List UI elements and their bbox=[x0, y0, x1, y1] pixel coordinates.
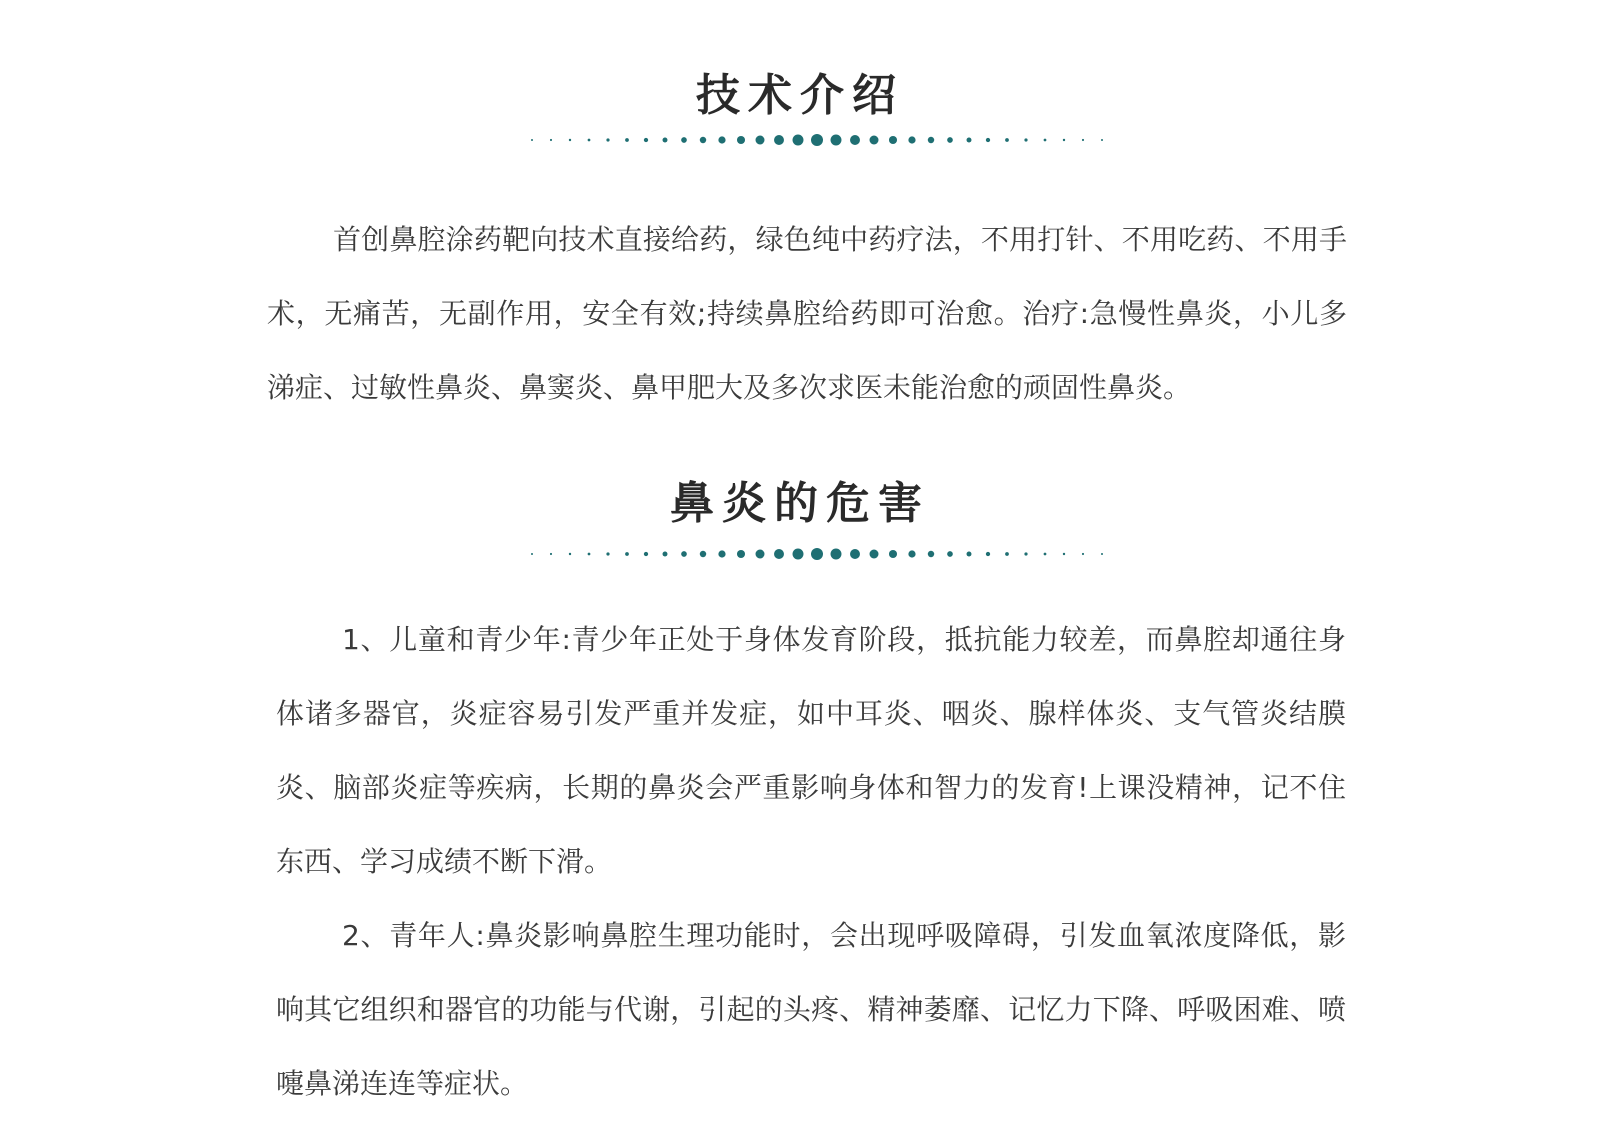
divider-dot bbox=[1044, 553, 1047, 556]
divider-dot bbox=[889, 136, 897, 144]
divider-dot bbox=[1005, 138, 1009, 142]
divider-dot bbox=[644, 552, 648, 556]
divider-dot bbox=[663, 552, 668, 557]
divider-dot bbox=[850, 549, 860, 559]
divider-dot bbox=[986, 552, 990, 556]
divider-dot bbox=[1101, 139, 1103, 141]
divider-dot bbox=[928, 551, 934, 557]
section-title-harms: 鼻炎的危害 bbox=[670, 478, 930, 529]
harm-item-youth: 2、青年人:鼻炎影响鼻腔生理功能时，会出现呼吸障碍，引发血氧浓度降低，影响其它组织和器官的功能与代谢，引起的头疼、精神萎靡、记忆力下降、呼吸困难、喷嚏鼻涕连连等症状。 bbox=[276, 919, 1346, 1100]
intro-paragraph: 首创鼻腔涂药靶向技术直接给药，绿色纯中药疗法，不用打针、不用吃药、不用手术，无痛苦，无副作用，安全有效;持续鼻腔给药即可治愈。治疗:急慢性鼻炎，小儿多涕症、过敏性鼻炎、鼻窦炎、鼻甲肥大及多次求医未能治愈的顽固性鼻炎。 bbox=[267, 223, 1347, 404]
divider-dot bbox=[700, 137, 706, 143]
divider-dot bbox=[569, 553, 571, 555]
divider-dot bbox=[588, 553, 591, 556]
divider-dot bbox=[1082, 139, 1084, 141]
divider-dot bbox=[1024, 138, 1027, 141]
divider-dot bbox=[606, 138, 609, 141]
divider-dot bbox=[1101, 553, 1103, 555]
divider-dot bbox=[1063, 553, 1065, 555]
divider-dot bbox=[1005, 552, 1009, 556]
divider-dot bbox=[831, 135, 842, 146]
divider-dot bbox=[700, 551, 706, 557]
divider-dot bbox=[831, 549, 842, 560]
divider-dot bbox=[718, 136, 725, 143]
divider-dot bbox=[793, 135, 804, 146]
divider-dot bbox=[908, 550, 915, 557]
divider-dot bbox=[850, 135, 860, 145]
divider-dot bbox=[928, 137, 934, 143]
section-title-intro: 技术介绍 bbox=[696, 70, 904, 121]
divider-dot bbox=[606, 552, 609, 555]
divider-dot bbox=[947, 137, 953, 143]
divider-dot bbox=[947, 551, 953, 557]
divider-dot bbox=[550, 553, 552, 555]
divider-dot bbox=[870, 550, 879, 559]
divider-dot bbox=[1044, 139, 1047, 142]
divider-dot bbox=[737, 136, 745, 144]
divider-dot bbox=[663, 138, 668, 143]
divider-dot bbox=[681, 551, 687, 557]
divider-dot bbox=[625, 138, 629, 142]
harms-list bbox=[276, 603, 1346, 1121]
divider-dot bbox=[986, 138, 990, 142]
divider-dot bbox=[793, 549, 804, 560]
divider-dot bbox=[774, 135, 784, 145]
divider-dot bbox=[1024, 552, 1027, 555]
divider-dot bbox=[569, 139, 571, 141]
divider-dot bbox=[737, 550, 745, 558]
harm-item-children: 1、儿童和青少年:青少年正处于身体发育阶段，抵抗能力较差，而鼻腔却通往身体诸多器官，炎症容易引发严重并发症，如中耳炎、咽炎、腺样体炎、支气管炎结膜炎、脑部炎症等疾病，长期的鼻炎会严重影响身体和智力的发育!上课没精神，记不住东西、学习成绩不断下滑。 bbox=[276, 623, 1346, 878]
divider-dot bbox=[774, 549, 784, 559]
divider-dot bbox=[1063, 139, 1065, 141]
divider-dot bbox=[681, 137, 687, 143]
divider-dot bbox=[1082, 553, 1084, 555]
divider-dot bbox=[908, 136, 915, 143]
divider-dot bbox=[967, 552, 972, 557]
dot-divider-harms bbox=[0, 544, 1600, 564]
divider-dot bbox=[756, 550, 765, 559]
divider-dot bbox=[889, 550, 897, 558]
divider-dot bbox=[531, 553, 533, 555]
divider-dot bbox=[625, 552, 629, 556]
divider-dot bbox=[588, 139, 591, 142]
divider-dot bbox=[718, 550, 725, 557]
divider-dot bbox=[811, 548, 823, 560]
divider-dot bbox=[811, 134, 823, 146]
divider-dot bbox=[756, 136, 765, 145]
divider-dot bbox=[531, 139, 533, 141]
divider-dot bbox=[967, 138, 972, 143]
dot-divider-intro bbox=[0, 130, 1600, 150]
divider-dot bbox=[870, 136, 879, 145]
divider-dot bbox=[550, 139, 552, 141]
divider-dot bbox=[644, 138, 648, 142]
